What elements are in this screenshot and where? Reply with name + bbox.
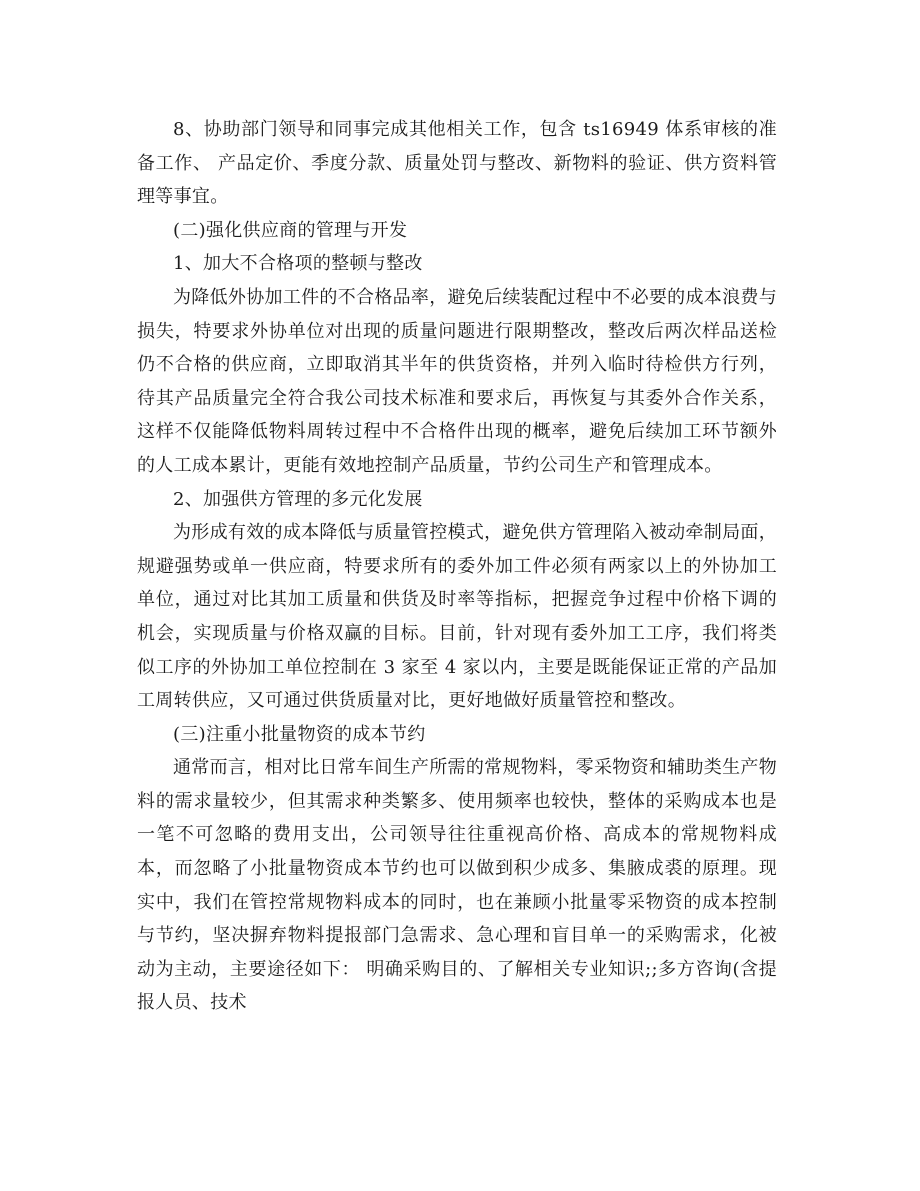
section-heading-small-batch-cost: (三)注重小批量物资的成本节约 bbox=[173, 723, 426, 745]
subheading-supplier-diversification: 2、加强供方管理的多元化发展 bbox=[173, 488, 423, 510]
subheading-nonconformity-rectification: 1、加大不合格项的整顿与整改 bbox=[173, 253, 423, 275]
paragraph-item-8: 8、协助部门领导和同事完成其他相关工作，包含 ts16949 体系审核的准备工作、 产品定价、季度分款、质量处罚与整改、新物料的验证、供方资料管理等事宜。 bbox=[137, 119, 777, 208]
document-body bbox=[137, 113, 777, 1020]
section-heading-supplier-management: (二)强化供应商的管理与开发 bbox=[173, 219, 408, 241]
paragraph-nonconformity-details: 为降低外协加工件的不合格品率，避免后续装配过程中不必要的成本浪费与损失，特要求外协单位对出现的质量问题进行限期整改，整改后两次样品送检仍不合格的供应商，立即取消其半年的供货资格，并列入临时待检供方行列，待其产品质量完全符合我公司技术标准和要求后，再恢复与其委外合作关系，这样不仅能降低物料周转过程中不合格件出现的概率，避免后续加工环节额外的人工成本累计，更能有效地控制产品质量，节约公司生产和管理成本。 bbox=[137, 286, 777, 476]
paragraph-small-batch-details: 通常而言，相对比日常车间生产所需的常规物料，零采物资和辅助类生产物料的需求量较少，但其需求种类繁多、使用频率也较快，整体的采购成本也是一笔不可忽略的费用支出，公司领导往往重视高价格、高成本的常规物料成本，而忽略了小批量物资成本节约也可以做到积少成多、集腋成裘的原理。现实中，我们在管控常规物料成本的同时，也在兼顾小批量零采物资的成本控制与节约，坚决摒弃物料提报部门急需求、急心理和盲目单一的采购需求，化被动为主动，主要途径如下： 明确采购目的、了解相关专业知识;;多方咨询(含提报人员、技术 bbox=[137, 757, 777, 1014]
paragraph-diversification-details: 为形成有效的成本降低与质量管控模式，避免供方管理陷入被动牵制局面，规避强势或单一供应商，特要求所有的委外加工件必须有两家以上的外协加工单位，通过对比其加工质量和供货及时率等指标，把握竞争过程中价格下调的机会，实现质量与价格双赢的目标。目前，针对现有委外加工工序，我们将类似工序的外协加工单位控制在 3 家至 4 家以内，主要是既能保证正常的产品加工周转供应，又可通过供货质量对比，更好地做好质量管控和整改。 bbox=[137, 522, 777, 712]
